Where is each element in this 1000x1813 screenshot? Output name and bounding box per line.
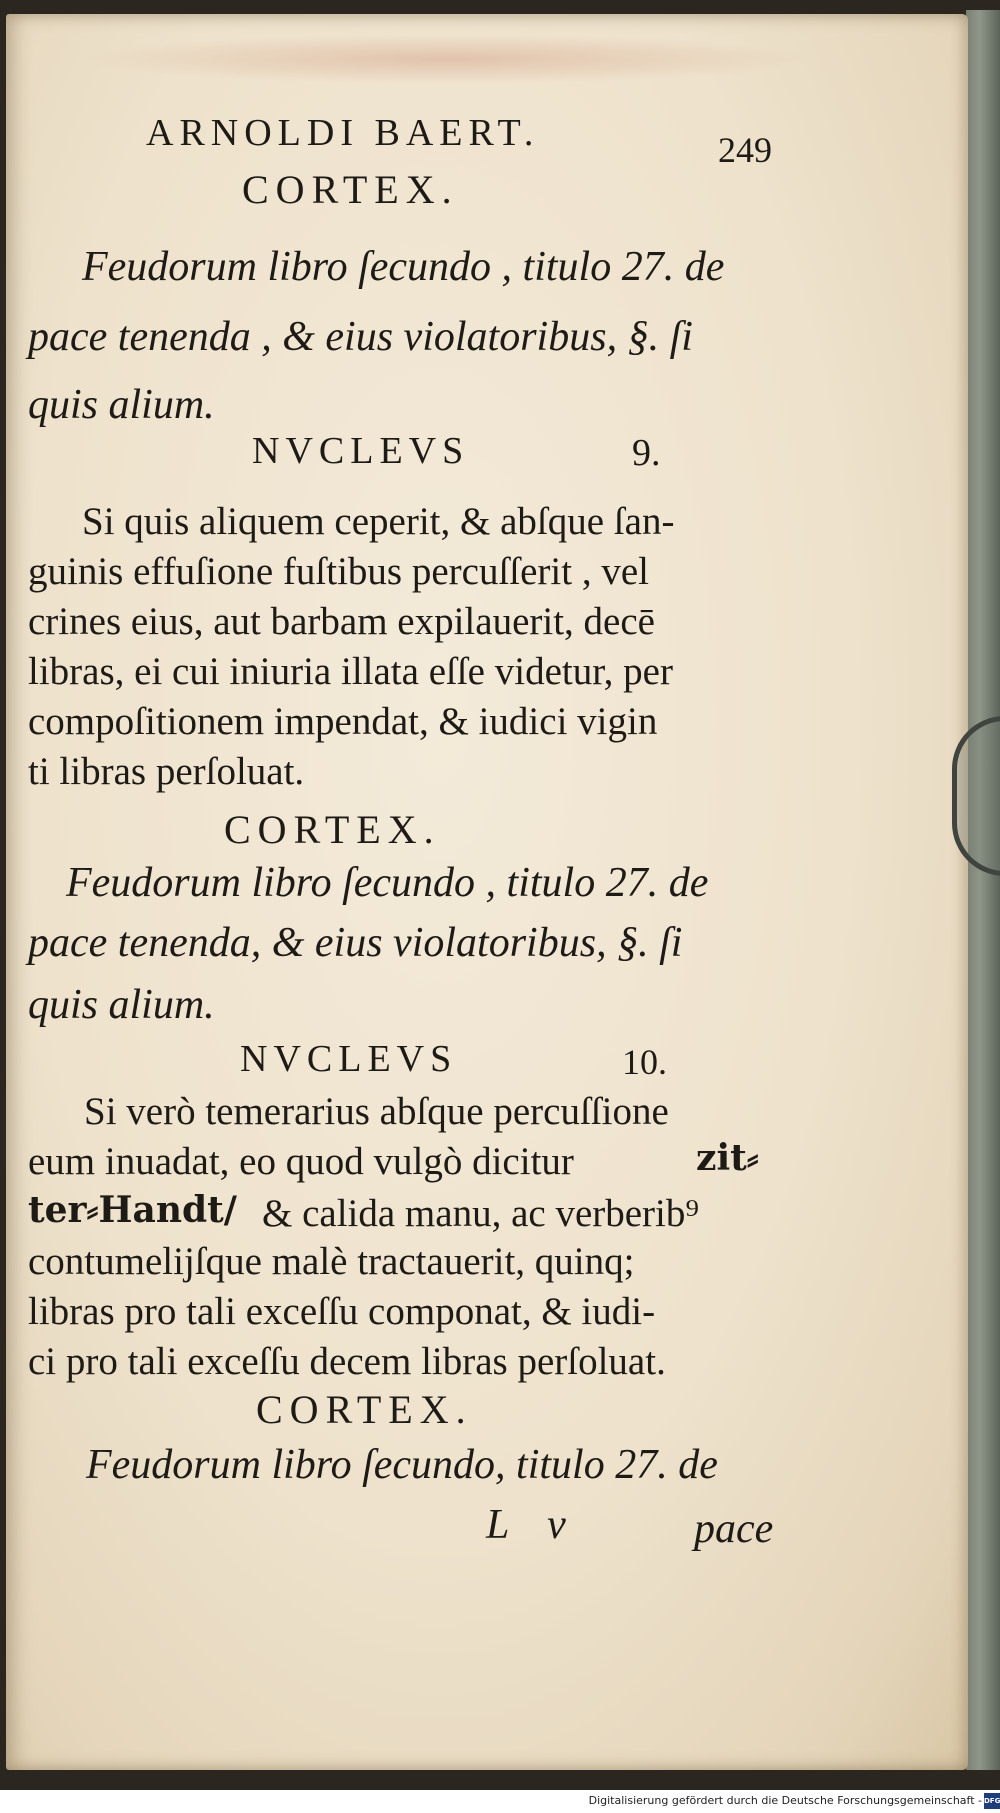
text-line: compoſitionem impendat, & iudici vigin — [28, 700, 658, 743]
section-heading-cortex: CORTEX. — [242, 167, 459, 212]
catchword: pace — [694, 1506, 774, 1552]
book-page — [6, 14, 968, 1770]
digitization-footer — [0, 1790, 1000, 1813]
text-line: Feudorum libro ſecundo, titulo 27. de — [86, 1442, 718, 1488]
page-number: 249 — [718, 130, 772, 170]
text-line: quis alium. — [28, 982, 215, 1028]
footer-credit: Digitalisierung gefördert durch die Deutsche Forschungsgemeinschaft - — [588, 1794, 982, 1807]
text-line: ti libras perſoluat. — [28, 750, 305, 793]
text-line: pace tenenda, & eius violatoribus, §. ſi — [28, 920, 683, 966]
blackletter-word: zit⸗ — [696, 1137, 759, 1179]
page-text-block — [6, 14, 968, 1770]
section-heading-nucleus: NVCLEVS — [240, 1038, 458, 1080]
text-line: contumelijſque malè tractauerit, quinq; — [28, 1240, 635, 1283]
text-line: eum inuadat, eo quod vulgò dicitur — [28, 1140, 574, 1183]
text-line: & calida manu, ac verberib⁹ — [262, 1192, 699, 1235]
text-line: Feudorum libro ſecundo , titulo 27. de — [82, 244, 725, 290]
running-title: ARNOLDI BAERT. — [146, 112, 540, 154]
text-line: pace tenenda , & eius violatoribus, §. ſi — [28, 314, 693, 360]
section-number: 10. — [622, 1042, 667, 1082]
text-line: libras pro tali exceſſu componat, & iudi- — [28, 1290, 656, 1333]
section-heading-nucleus: NVCLEVS — [252, 430, 470, 472]
text-line: crines eius, aut barbam expilauerit, decē — [28, 600, 655, 643]
section-heading-cortex: CORTEX. — [256, 1387, 473, 1432]
text-line: Si quis aliquem ceperit, & abſque ſan- — [82, 500, 675, 543]
text-line: Si verò temerarius abſque percuſſione — [84, 1090, 669, 1133]
blackletter-word: ter⸗Handt/ — [28, 1189, 237, 1231]
text-line: Feudorum libro ſecundo , titulo 27. de — [66, 860, 709, 906]
text-line: guinis effuſione fuſtibus percuſſerit , vel — [28, 550, 649, 593]
text-line: libras, ei cui iniuria illata eſſe videtur, per — [28, 650, 673, 693]
text-line: quis alium. — [28, 382, 215, 428]
section-number: 9. — [632, 432, 661, 474]
section-heading-cortex: CORTEX. — [224, 807, 441, 852]
text-line: ci pro tali exceſſu decem libras perſoluat. — [28, 1340, 666, 1383]
signature-mark: L v — [486, 1502, 580, 1548]
dfg-logo-icon: DFG — [984, 1793, 1000, 1809]
book-spine — [966, 10, 1000, 1770]
